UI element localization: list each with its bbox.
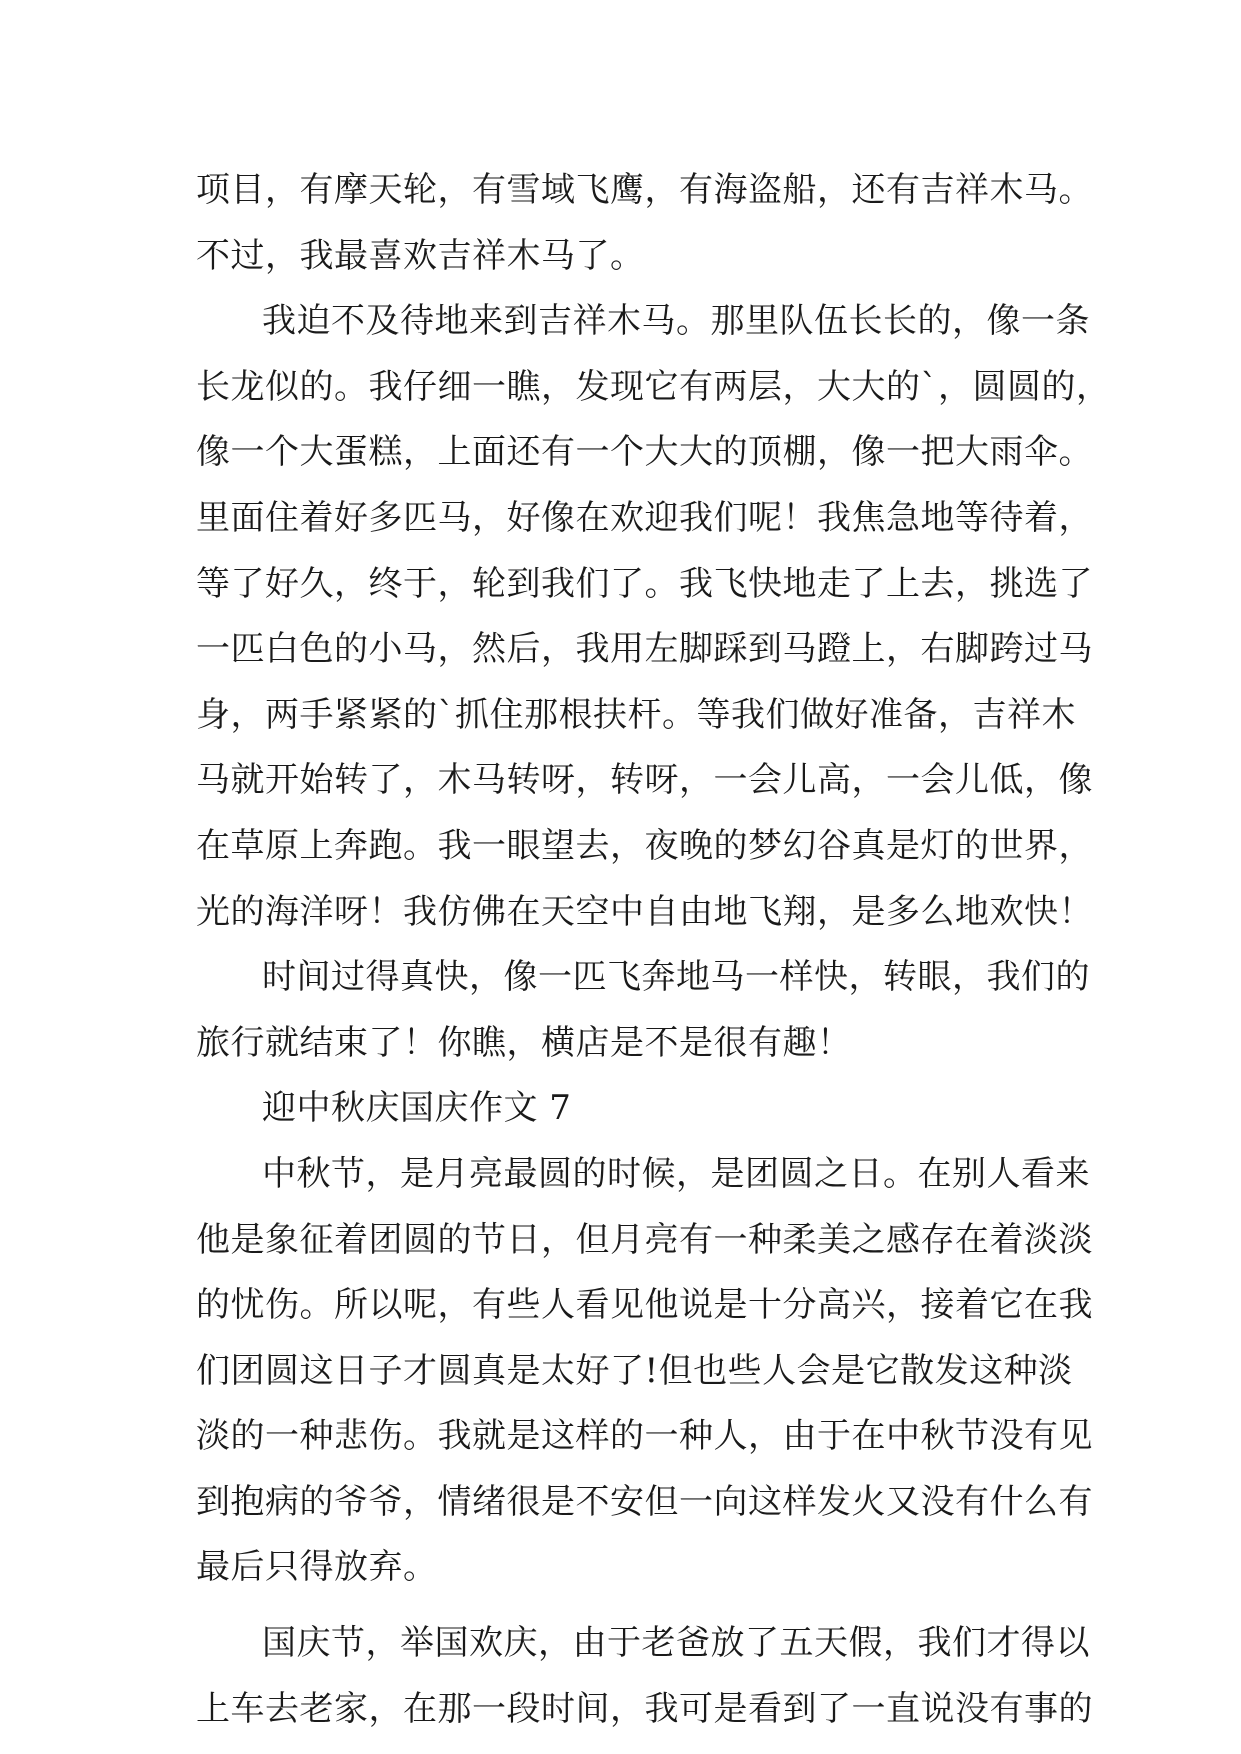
text-line: 我迫不及待地来到吉祥木马。那里队伍长长的，像一条 [262, 301, 1090, 342]
text-line: 等了好久，终于，轮到我们了。我飞快地走了上去，挑选了 [196, 563, 1093, 604]
text-line: 淡的一种悲伤。我就是这样的一种人，由于在中秋节没有见 [196, 1416, 1093, 1457]
text-line: 不过，我最喜欢吉祥木马了。 [196, 235, 645, 276]
text-line: 里面住着好多匹马，好像在欢迎我们呢！我焦急地等待着， [196, 497, 1093, 538]
text-line: 国庆节，举国欢庆，由于老爸放了五天假，我们才得以 [262, 1623, 1090, 1664]
document-body [196, 158, 1111, 1742]
text-line: 马就开始转了，木马转呀，转呀，一会儿高，一会儿低，像 [196, 760, 1093, 801]
text-line: 一匹白色的小马，然后，我用左脚踩到马蹬上，右脚跨过马 [196, 629, 1093, 670]
text-line: 中秋节，是月亮最圆的时候，是团圆之日。在别人看来 [262, 1153, 1090, 1194]
paragraph [196, 1142, 1093, 1601]
text-line: 长龙似的。我仔细一瞧，发现它有两层，大大的`，圆圆的， [196, 366, 1111, 407]
text-line: 到抱病的爷爷，情绪很是不安但一向这样发火又没有什么有 [196, 1481, 1093, 1522]
paragraph-gap [196, 1601, 1076, 1611]
text-line: 最后只得放弃。 [196, 1547, 438, 1588]
section-heading-text: 迎中秋庆国庆作文 7 [262, 1088, 572, 1129]
text-line: 他是象征着团圆的节日，但月亮有一种柔美之感存在着淡淡 [196, 1219, 1093, 1260]
text-line: 像一个大蛋糕，上面还有一个大大的顶棚，像一把大雨伞。 [196, 432, 1093, 473]
text-line: 旅行就结束了！你瞧，横店是不是很有趣！ [196, 1022, 852, 1063]
text-line: 时间过得真快，像一匹飞奔地马一样快，转眼，我们的 [262, 957, 1090, 998]
text-line: 身，两手紧紧的`抓住那根扶杆。等我们做好准备，吉祥木 [196, 694, 1076, 735]
text-line: 上车去老家，在那一段时间，我可是看到了一直说没有事的 [196, 1688, 1093, 1729]
paragraph [196, 289, 1111, 945]
text-line: 的忧伤。所以呢，有些人看见他说是十分高兴，接着它在我 [196, 1285, 1093, 1326]
text-line: 在草原上奔跑。我一眼望去，夜晚的梦幻谷真是灯的世界， [196, 825, 1093, 866]
section-heading [196, 1076, 1076, 1142]
paragraph [196, 945, 1090, 1076]
paragraph [196, 158, 1093, 289]
text-line: 光的海洋呀！我仿佛在天空中自由地飞翔，是多么地欢快！ [196, 891, 1093, 932]
text-line: 项目，有摩天轮，有雪域飞鹰，有海盗船，还有吉祥木马。 [196, 170, 1093, 210]
text-line: 们团圆这日子才圆真是太好了!但也些人会是它散发这种淡 [196, 1350, 1073, 1391]
paragraph [196, 1611, 1093, 1742]
